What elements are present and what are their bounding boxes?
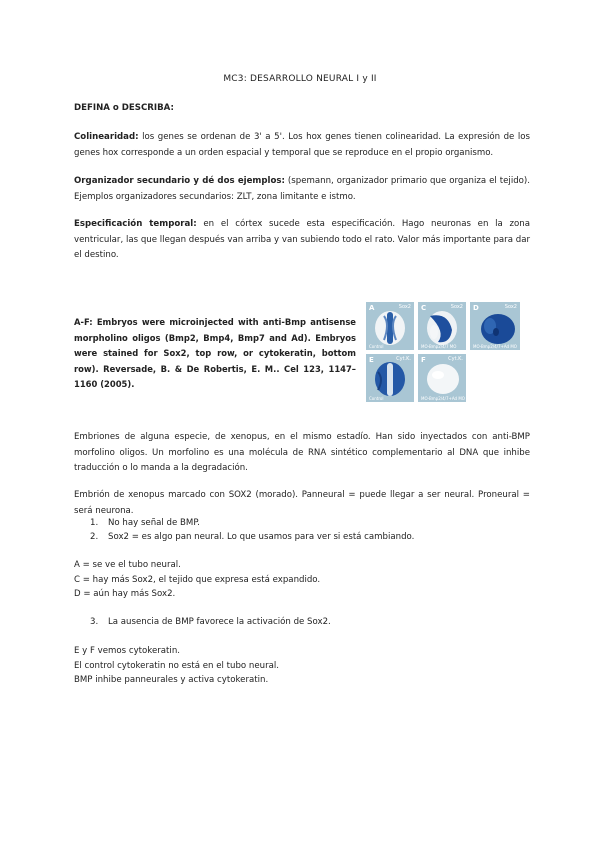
list-item-text: No hay señal de BMP. — [108, 518, 200, 528]
panel-condition-label: MO-Bmp2/4/7+Ad MO — [421, 396, 465, 401]
definition-term: Especificación temporal: — [74, 219, 197, 229]
figure-panel-e — [366, 354, 414, 402]
closing-line: BMP inhibe panneurales y activa cytokeratin. — [74, 675, 269, 685]
figure-panel-c — [418, 302, 466, 350]
page-title: MC3: DESARROLLO NEURAL I y II — [223, 74, 377, 84]
list-item — [90, 615, 331, 631]
panel-letter: D — [473, 304, 479, 312]
figure-panel-d — [470, 302, 520, 350]
closing-line: El control cytokeratin no está en el tubo neural. — [74, 661, 279, 671]
figure-panel-f — [418, 354, 466, 402]
closing-line: E y F vemos cytokeratin. — [74, 646, 180, 656]
list-item-number: 1. — [90, 518, 99, 528]
panel-stain-label: Cyt.K. — [396, 356, 411, 362]
observation-line: C = hay más Sox2, el tejido que expresa está expandido. — [74, 575, 321, 585]
definition-term: Organizador secundario y dé dos ejemplos: — [74, 176, 285, 186]
definition-especificacion — [74, 217, 530, 264]
figure-panel-a — [366, 302, 414, 350]
definition-term: Colinearidad: — [74, 132, 139, 142]
panel-stain-label: Sox2 — [450, 304, 463, 310]
paragraph-sox2: Embrión de xenopus marcado con SOX2 (morado). Panneural = puede llegar a ser neural. Proneural = será neurona. — [74, 490, 530, 516]
panel-letter: C — [421, 304, 427, 312]
paragraph-embriones: Embriones de alguna especie, de xenopus, en el mismo estadío. Han sido inyectados con anti-BMP morfolino oligos. Un morfolino es una molécula de RNA sintético complementario al DNA que inhibe traducción o lo manda a la degradación. — [74, 432, 530, 473]
list-item-number: 3. — [90, 617, 99, 627]
panel-stain-label: Sox2 — [504, 304, 517, 310]
list-item-text: La ausencia de BMP favorece la activación de Sox2. — [108, 617, 331, 627]
definition-text: los genes se ordenan de 3' a 5'. Los hox genes tienen colinearidad. La expresión de los genes hox corresponde a un orden espacial y temporal que se reproduce en el propio organismo. — [74, 132, 530, 158]
observation-line: D = aún hay más Sox2. — [74, 589, 176, 599]
panel-condition-label: MO-Bmp2/4/7+Ad MO — [473, 344, 517, 349]
panel-condition-label: Control — [369, 344, 384, 349]
panel-letter: E — [369, 356, 374, 364]
list-item-number: 2. — [90, 532, 99, 542]
definition-colinearidad — [74, 130, 530, 161]
panel-letter: A — [369, 304, 375, 312]
definition-text: en el córtex sucede esta especificación. Hago neuronas en la zona ventricular, las que llegan después van arriba y van subiendo todo el rato. Valor más importante para dar el destino. — [74, 219, 530, 260]
panel-letter: F — [421, 356, 426, 364]
panel-condition-label: Control — [369, 396, 384, 401]
panel-stain-label: Sox2 — [398, 304, 411, 310]
definition-organizador — [74, 174, 530, 205]
list-item-text: Sox2 = es algo pan neural. Lo que usamos para ver si está cambiando. — [108, 532, 415, 542]
figure-caption: A-F: Embryos were microinjected with anti-Bmp antisense morpholino oligos (Bmp2, Bmp4, Bmp7 and Ad). Embryos were stained for Sox2, top row, or cytokeratin, bottom row). Reversade, B. & De Robertis, E. M.. Cel 123, 1147–1160 (2005). — [74, 317, 356, 389]
observation-line: A = se ve el tubo neural. — [74, 560, 181, 570]
list-item — [90, 530, 414, 546]
definition-text: (spemann, organizador primario que organiza el tejido). Ejemplos organizadores secundarios: ZLT, zona limitante e istmo. — [74, 176, 530, 202]
panel-condition-label: MO-Bmp2/4/7 MO — [421, 344, 457, 349]
section-heading: DEFINA o DESCRIBA: — [74, 103, 174, 113]
panel-stain-label: Cyt.K. — [448, 356, 463, 362]
embryo-figure — [366, 302, 520, 402]
